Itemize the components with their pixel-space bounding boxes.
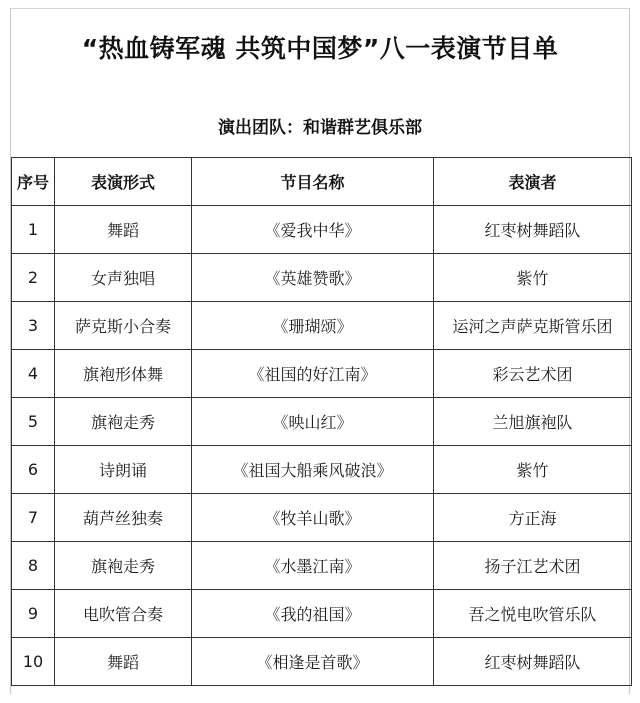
cell-number: 1	[12, 206, 55, 254]
cell-performer: 红枣树舞蹈队	[434, 206, 632, 254]
cell-form: 旗袍形体舞	[55, 350, 192, 398]
table-row	[12, 446, 632, 494]
cell-program: 《水墨江南》	[192, 542, 434, 590]
cell-number: 7	[12, 494, 55, 542]
cell-program: 《我的祖国》	[192, 590, 434, 638]
cell-performer: 方正海	[434, 494, 632, 542]
header-program-name: 节目名称	[192, 158, 434, 206]
cell-number: 5	[12, 398, 55, 446]
cell-performer: 吾之悦电吹管乐队	[434, 590, 632, 638]
cell-number: 3	[12, 302, 55, 350]
cell-performer: 彩云艺术团	[434, 350, 632, 398]
cell-form: 舞蹈	[55, 206, 192, 254]
table-row	[12, 206, 632, 254]
cell-form: 电吹管合奏	[55, 590, 192, 638]
cell-number: 2	[12, 254, 55, 302]
cell-form: 女声独唱	[55, 254, 192, 302]
cell-form: 旗袍走秀	[55, 398, 192, 446]
cell-number: 6	[12, 446, 55, 494]
table-row	[12, 398, 632, 446]
program-table	[11, 157, 632, 686]
cell-program: 《珊瑚颂》	[192, 302, 434, 350]
cell-number: 10	[12, 638, 55, 686]
cell-program: 《相逢是首歌》	[192, 638, 434, 686]
cell-performer: 紫竹	[434, 254, 632, 302]
cell-program: 《牧羊山歌》	[192, 494, 434, 542]
table-header-row	[12, 158, 632, 206]
cell-form: 萨克斯小合奏	[55, 302, 192, 350]
header-performer: 表演者	[434, 158, 632, 206]
table-row	[12, 302, 632, 350]
cell-form: 旗袍走秀	[55, 542, 192, 590]
cell-program: 《爱我中华》	[192, 206, 434, 254]
header-performance-form: 表演形式	[55, 158, 192, 206]
table-row	[12, 254, 632, 302]
cell-form: 葫芦丝独奏	[55, 494, 192, 542]
table-row	[12, 350, 632, 398]
cell-form: 舞蹈	[55, 638, 192, 686]
cell-number: 9	[12, 590, 55, 638]
cell-number: 4	[12, 350, 55, 398]
program-sheet	[10, 8, 630, 694]
cell-program: 《祖国的好江南》	[192, 350, 434, 398]
table-row	[12, 638, 632, 686]
cell-program: 《祖国大船乘风破浪》	[192, 446, 434, 494]
table-row	[12, 590, 632, 638]
page-title: “热血铸军魂 共筑中国梦”八一表演节目单	[81, 34, 559, 63]
cell-performer: 紫竹	[434, 446, 632, 494]
table-row	[12, 494, 632, 542]
cell-form: 诗朗诵	[55, 446, 192, 494]
table-row	[12, 542, 632, 590]
header-number: 序号	[12, 158, 55, 206]
cell-performer: 运河之声萨克斯管乐团	[434, 302, 632, 350]
cell-performer: 扬子江艺术团	[434, 542, 632, 590]
cell-performer: 红枣树舞蹈队	[434, 638, 632, 686]
cell-performer: 兰旭旗袍队	[434, 398, 632, 446]
cell-program: 《英雄赞歌》	[192, 254, 434, 302]
troupe-subtitle: 演出团队：和谐群艺俱乐部	[218, 118, 422, 138]
cell-program: 《映山红》	[192, 398, 434, 446]
cell-number: 8	[12, 542, 55, 590]
